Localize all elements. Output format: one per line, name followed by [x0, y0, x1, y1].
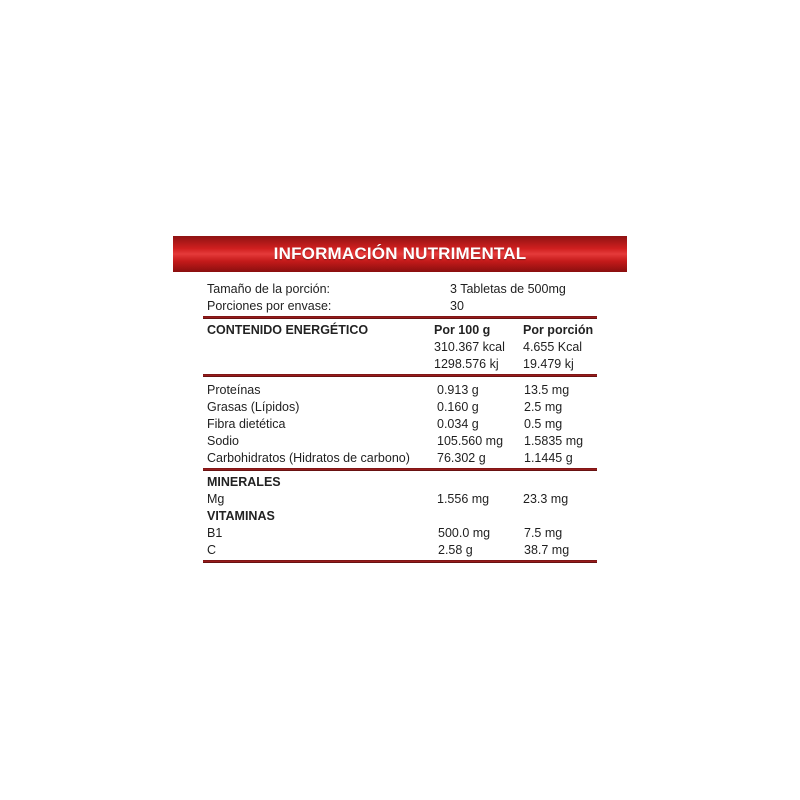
nutrient-per-100g: 0.913 g [437, 383, 479, 397]
nutrient-per-100g: 105.560 mg [437, 434, 504, 448]
nutrient-name: Fibra dietética [207, 417, 286, 431]
energy-kj-per-portion: 19.479 kj [523, 357, 574, 371]
nutrient-per-100g: 0.034 g [437, 417, 479, 431]
nutrient-per-100g: 0.160 g [437, 400, 479, 414]
title-banner [173, 236, 627, 272]
section-divider [203, 374, 597, 377]
minerals-heading: MINERALES [207, 475, 281, 489]
col-header-per-100g: Por 100 g [434, 323, 491, 337]
energy-kj-per-100g: 1298.576 kj [434, 357, 499, 371]
vitamin-per-portion: 38.7 mg [524, 543, 570, 557]
nutrient-name: Carbohidratos (Hidratos de carbono) [207, 451, 410, 465]
nutrient-per-portion: 1.5835 mg [524, 434, 584, 448]
nutrient-name: Sodio [207, 434, 239, 448]
energy-kcal-per-portion: 4.655 Kcal [523, 340, 583, 354]
vitamin-name: C [207, 543, 217, 557]
section-divider [203, 468, 597, 471]
col-header-per-portion: Por porción [523, 323, 594, 337]
mineral-per-100g: 1.556 mg [437, 492, 490, 506]
nutrient-per-100g: 76.302 g [437, 451, 486, 465]
servings-per-container-value: 30 [450, 299, 464, 313]
nutrient-per-portion: 1.1445 g [524, 451, 573, 465]
nutrient-name: Grasas (Lípidos) [207, 400, 300, 414]
mineral-per-portion: 23.3 mg [523, 492, 569, 506]
page-title: INFORMACIÓN NUTRIMENTAL [273, 244, 527, 263]
energy-heading: CONTENIDO ENERGÉTICO [207, 323, 369, 337]
vitamin-per-100g: 500.0 mg [438, 526, 491, 540]
vitamin-per-portion: 7.5 mg [524, 526, 563, 540]
nutrient-per-portion: 0.5 mg [524, 417, 563, 431]
vitamin-per-100g: 2.58 g [438, 543, 473, 557]
serving-size-value: 3 Tabletas de 500mg [450, 282, 566, 296]
section-divider [203, 560, 597, 563]
vitamins-heading: VITAMINAS [207, 509, 275, 523]
section-divider [203, 316, 597, 319]
mineral-name: Mg [207, 492, 225, 506]
energy-kcal-per-100g: 310.367 kcal [434, 340, 505, 354]
vitamin-name: B1 [207, 526, 223, 540]
servings-per-container-label: Porciones por envase: [207, 299, 332, 313]
nutrient-name: Proteínas [207, 383, 261, 397]
nutrient-per-portion: 2.5 mg [524, 400, 563, 414]
nutrient-per-portion: 13.5 mg [524, 383, 570, 397]
serving-size-label: Tamaño de la porción: [207, 282, 330, 296]
